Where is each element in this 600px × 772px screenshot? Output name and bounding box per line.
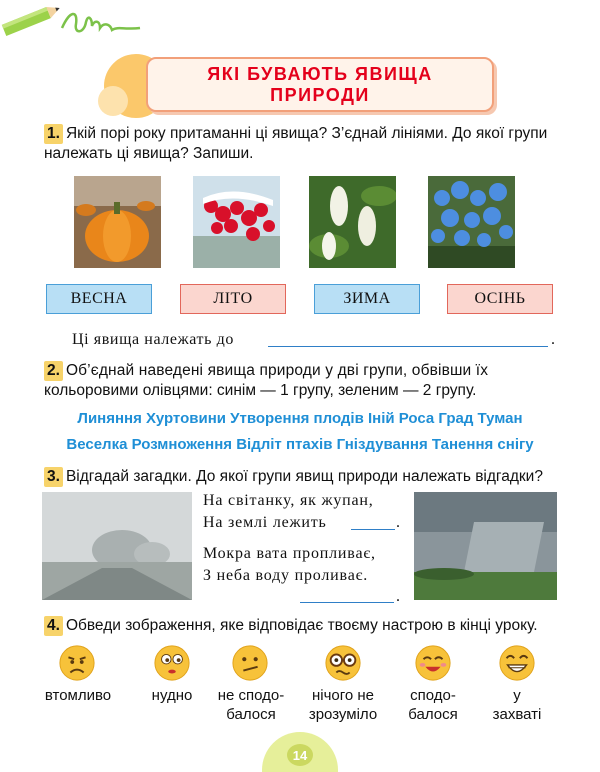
riddle2-end: . [396,588,401,605]
task1-answer-prefix: Ці явища належать до [72,331,234,348]
season-box-autumn[interactable]: ОСІНЬ [447,284,553,314]
task1-answer-field[interactable] [268,346,548,347]
season-box-winter[interactable]: ЗИМА [314,284,420,314]
bored-face-icon[interactable] [153,644,191,682]
riddle1-line1: На світанку, як жупан, [203,492,374,509]
meh-face-icon[interactable] [231,644,269,682]
mood-label-tired: втомливо [44,687,112,704]
page-number-tab [262,732,338,772]
task2-text [44,361,564,401]
riddle2-line2: З неба воду проливає. [203,567,369,584]
title-decoration-small-circle [98,86,128,116]
riddle2-line1: Мокра вата пропливає, [203,545,376,562]
mood-label-confused: нічого не зрозуміло [308,687,378,723]
season-box-summer[interactable]: ЛІТО [180,284,286,314]
season-box-spring[interactable]: ВЕСНА [46,284,152,314]
task1-number: 1. [44,124,63,144]
riddle2-answer-field[interactable] [300,602,394,603]
pumpkin-photo [74,176,161,268]
happy-face-icon[interactable] [414,644,452,682]
rain-photo [414,492,557,600]
task1-answer-end: . [551,331,555,348]
task3-line: Відгадай загадки. До якої групи явищ природи належать відгадки? [65,468,543,485]
mood-label-bored: нудно [151,687,193,704]
chestnut-blossom-photo [309,176,396,268]
blue-flowers-photo [428,176,515,268]
page-title [146,57,494,112]
snowy-berries-photo [193,176,280,268]
page-title-line2: ПРИРОДИ [270,84,370,105]
riddle1-line2: На землі лежить [203,514,327,531]
task1-line1: Якій порі року притаманні ці явища? З’єднай лініями. До якої групи [65,125,548,142]
mood-label-delighted: у захваті [492,687,542,723]
task2-line1: Об’єднай наведені явища природи у дві групи, обвівши їх [65,362,489,379]
task1-line2: належать ці явища? Запиши. [44,145,254,162]
phenomena-list-line2: Веселка Розмноження Відліт птахів Гніздування Танення снігу [66,436,534,453]
excited-face-icon[interactable] [498,644,536,682]
task4-number: 4. [44,616,63,636]
riddle1-answer-field[interactable] [351,529,395,530]
task4-text [44,616,574,636]
fog-photo [42,492,192,600]
mood-label-disliked: не сподо- балося [217,687,285,723]
task4-line: Обведи зображення, яке відповідає твоєму настрою в кінці уроку. [65,617,538,634]
task3-number: 3. [44,467,63,487]
mood-label-liked: сподо- балося [408,687,458,723]
sad-face-icon[interactable] [58,644,96,682]
task1-text [44,124,564,164]
task3-text [44,467,574,487]
riddle1-end: . [396,514,401,531]
pencil-decoration-icon [0,0,160,48]
task2-line2: кольоровими олівцями: синім — 1 групу, зеленим — 2 групу. [44,382,477,399]
page-title-line1: ЯКІ БУВАЮТЬ ЯВИЩА [207,63,433,84]
page-number: 14 [287,744,313,766]
phenomena-list-line1: Линяння Хуртовини Утворення плодів Іній Роса Град Туман [77,410,523,427]
confused-glasses-face-icon[interactable] [324,644,362,682]
task2-number: 2. [44,361,63,381]
